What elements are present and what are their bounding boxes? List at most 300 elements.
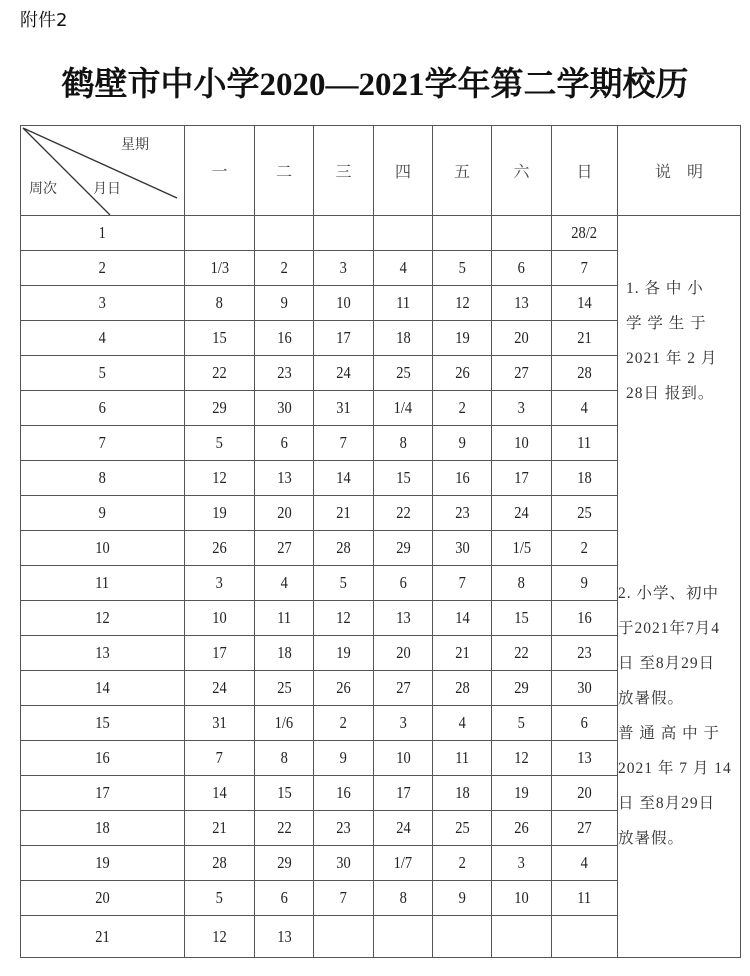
weekday-header: 三 [314, 126, 374, 216]
date-cell-text: 3 [215, 573, 224, 592]
note-line: 放暑假。 [618, 690, 685, 707]
date-cell [255, 251, 314, 286]
date-cell-text: 4 [580, 398, 589, 417]
date-cell-text: 12 [336, 608, 351, 627]
date-cell-text: 2 [458, 853, 466, 872]
date-cell-text: 22 [276, 818, 292, 837]
date-cell-text: 2 [580, 538, 589, 557]
date-cell [185, 216, 255, 251]
date-cell-text: 10 [514, 888, 529, 907]
date-cell-text: 1/7 [393, 853, 413, 872]
week-number-cell [21, 846, 185, 881]
date-cell [433, 251, 492, 286]
date-cell [255, 811, 314, 846]
date-cell [314, 846, 374, 881]
corner-weekday-label: 星期 [121, 138, 149, 153]
date-cell [185, 776, 255, 811]
week-number-cell [21, 321, 185, 356]
date-cell-text: 14 [577, 293, 592, 312]
date-cell [374, 216, 433, 251]
date-cell-text: 28 [336, 538, 351, 557]
date-cell-text: 11 [277, 608, 291, 627]
date-cell [374, 636, 433, 671]
date-cell [374, 811, 433, 846]
date-cell-text: 8 [399, 888, 407, 907]
date-cell [374, 671, 433, 706]
date-cell-text: 16 [454, 468, 470, 487]
week-number-cell [21, 811, 185, 846]
week-number-cell [21, 391, 185, 426]
date-cell-text: 18 [276, 643, 292, 662]
date-cell [314, 636, 374, 671]
date-cell-text: 10 [336, 293, 351, 312]
date-cell [185, 881, 255, 916]
date-cell [314, 216, 374, 251]
date-cell-text: 16 [276, 328, 292, 347]
date-cell-text: 1/6 [274, 713, 294, 732]
date-cell-text: 15 [276, 783, 292, 802]
date-cell [433, 566, 492, 601]
date-cell-text: 5 [215, 888, 224, 907]
date-cell [255, 916, 314, 958]
date-cell-text: 13 [276, 468, 292, 487]
date-cell-text: 20 [395, 643, 411, 662]
date-cell [255, 356, 314, 391]
date-cell-text: 15 [514, 608, 529, 627]
date-cell-text: 23 [276, 363, 292, 382]
date-cell [314, 356, 374, 391]
date-cell-text: 29 [276, 853, 292, 872]
date-cell-text: 20 [514, 328, 529, 347]
date-cell [314, 706, 374, 741]
date-cell-text: 21 [454, 643, 470, 662]
date-cell [314, 601, 374, 636]
date-cell [255, 391, 314, 426]
week-number-cell [21, 566, 185, 601]
date-cell-text: 9 [458, 888, 466, 907]
date-cell [374, 846, 433, 881]
date-cell-text: 11 [577, 888, 592, 907]
date-cell [185, 566, 255, 601]
date-cell-text: 9 [339, 748, 348, 767]
date-cell-text: 25 [577, 503, 592, 522]
date-cell-text: 2 [280, 258, 288, 277]
header-row [21, 126, 741, 216]
date-cell [433, 881, 492, 916]
date-cell [374, 776, 433, 811]
date-cell-text: 25 [454, 818, 470, 837]
date-cell-text: 23 [454, 503, 470, 522]
week-number-cell [21, 356, 185, 391]
notes-cell [618, 216, 741, 958]
date-cell [552, 671, 618, 706]
date-cell-text: 15 [212, 328, 227, 347]
date-cell [255, 881, 314, 916]
date-cell-text: 17 [212, 643, 227, 662]
week-number-cell-text: 9 [98, 503, 107, 522]
date-cell [492, 251, 552, 286]
date-cell-text: 6 [399, 573, 407, 592]
week-number-cell-text: 2 [98, 258, 107, 277]
date-cell [374, 566, 433, 601]
date-cell-text: 13 [514, 293, 529, 312]
date-cell-text: 4 [399, 258, 407, 277]
date-cell [492, 671, 552, 706]
week-number-cell-text: 11 [95, 573, 110, 592]
date-cell-text: 10 [514, 433, 529, 452]
date-cell [185, 426, 255, 461]
week-number-cell [21, 636, 185, 671]
date-cell [185, 391, 255, 426]
week-number-cell [21, 216, 185, 251]
date-cell [374, 356, 433, 391]
date-cell-text: 17 [395, 783, 411, 802]
date-cell [314, 671, 374, 706]
corner-date-label: 月日 [93, 182, 121, 197]
date-cell [552, 566, 618, 601]
date-cell [492, 811, 552, 846]
date-cell-text: 25 [276, 678, 292, 697]
week-number-cell [21, 531, 185, 566]
date-cell [433, 426, 492, 461]
date-cell [255, 531, 314, 566]
date-cell-text: 11 [577, 433, 592, 452]
date-cell-text: 9 [580, 573, 589, 592]
date-cell [552, 391, 618, 426]
date-cell-text: 17 [514, 468, 529, 487]
date-cell [374, 321, 433, 356]
week-number-cell-text: 4 [98, 328, 107, 347]
date-cell [552, 916, 618, 958]
date-cell [255, 706, 314, 741]
date-cell [314, 881, 374, 916]
date-cell-text: 9 [280, 293, 288, 312]
date-cell-text: 3 [339, 258, 348, 277]
date-cell-text: 27 [276, 538, 292, 557]
note-1 [626, 271, 717, 411]
date-cell-text: 6 [580, 713, 589, 732]
week-number-cell [21, 286, 185, 321]
date-cell-text: 8 [517, 573, 526, 592]
date-cell-text: 29 [514, 678, 529, 697]
date-cell-text: 27 [395, 678, 411, 697]
notes-header: 说 明 [618, 126, 741, 216]
date-cell-text: 2 [339, 713, 348, 732]
date-cell-text: 11 [396, 293, 410, 312]
date-cell [374, 741, 433, 776]
date-cell [255, 286, 314, 321]
date-cell [255, 426, 314, 461]
date-cell [185, 321, 255, 356]
week-number-cell [21, 461, 185, 496]
note-line: 于2021年7月4 [618, 620, 721, 637]
date-cell-text: 3 [399, 713, 407, 732]
week-number-cell-text: 16 [95, 748, 110, 767]
note-line: 1. 各 中 小 [626, 280, 704, 297]
date-cell [314, 321, 374, 356]
weekday-header: 日 [552, 126, 618, 216]
date-cell [492, 286, 552, 321]
week-number-cell [21, 251, 185, 286]
date-cell [185, 846, 255, 881]
note-line: 放暑假。 [618, 830, 685, 847]
date-cell-text: 22 [514, 643, 529, 662]
date-cell [433, 916, 492, 958]
date-cell-text: 26 [336, 678, 351, 697]
date-cell [492, 636, 552, 671]
date-cell [314, 566, 374, 601]
date-cell-text: 12 [514, 748, 529, 767]
date-cell-text: 21 [336, 503, 351, 522]
date-cell [433, 461, 492, 496]
week-number-cell-text: 12 [95, 608, 110, 627]
date-cell [552, 496, 618, 531]
date-cell-text: 24 [336, 363, 351, 382]
note-line: 2021 年 2 月 [626, 350, 718, 367]
date-cell-text: 13 [577, 748, 592, 767]
date-cell [433, 321, 492, 356]
date-cell-text: 14 [454, 608, 470, 627]
date-cell [552, 846, 618, 881]
date-cell-text: 6 [280, 433, 288, 452]
date-cell-text: 23 [577, 643, 592, 662]
date-cell [492, 741, 552, 776]
date-cell [374, 286, 433, 321]
date-cell [255, 636, 314, 671]
date-cell-text: 30 [336, 853, 351, 872]
week-number-cell [21, 706, 185, 741]
week-number-cell [21, 496, 185, 531]
date-cell [492, 601, 552, 636]
document-title: 鹤壁市中小学2020—2021学年第二学期校历 [61, 67, 689, 103]
date-cell [314, 251, 374, 286]
date-cell [552, 601, 618, 636]
week-number-cell-text: 19 [95, 853, 110, 872]
date-cell [492, 391, 552, 426]
note-line: 2. 小学、初中 [618, 585, 720, 602]
date-cell [552, 811, 618, 846]
date-cell [185, 811, 255, 846]
date-cell [185, 601, 255, 636]
date-cell [314, 461, 374, 496]
date-cell [552, 741, 618, 776]
date-cell-text: 6 [517, 258, 526, 277]
date-cell-text: 28/2 [571, 223, 598, 242]
week-number-cell [21, 426, 185, 461]
date-cell-text: 7 [580, 258, 589, 277]
date-cell-text: 12 [454, 293, 470, 312]
date-cell [314, 531, 374, 566]
date-cell [552, 426, 618, 461]
date-cell [185, 286, 255, 321]
date-cell [492, 846, 552, 881]
date-cell-text: 20 [577, 783, 592, 802]
date-cell [552, 881, 618, 916]
date-cell-text: 28 [454, 678, 470, 697]
date-cell [255, 461, 314, 496]
date-cell-text: 26 [212, 538, 227, 557]
date-cell-text: 13 [395, 608, 411, 627]
date-cell [185, 636, 255, 671]
date-cell-text: 18 [577, 468, 592, 487]
date-cell [185, 251, 255, 286]
date-cell-text: 27 [577, 818, 592, 837]
date-cell [185, 496, 255, 531]
date-cell-text: 8 [280, 748, 288, 767]
date-cell [552, 776, 618, 811]
table-row [21, 216, 741, 251]
date-cell [492, 916, 552, 958]
date-cell-text: 16 [577, 608, 592, 627]
week-number-cell-text: 20 [95, 888, 110, 907]
date-cell [552, 321, 618, 356]
date-cell [255, 741, 314, 776]
week-number-cell-text: 13 [95, 643, 110, 662]
date-cell-text: 3 [517, 853, 526, 872]
date-cell [433, 636, 492, 671]
date-cell [314, 496, 374, 531]
note-line: 28日 报到。 [626, 385, 715, 402]
date-cell-text: 18 [454, 783, 470, 802]
date-cell [255, 776, 314, 811]
date-cell [255, 321, 314, 356]
date-cell [374, 706, 433, 741]
week-number-cell-text: 14 [95, 678, 110, 697]
date-cell [255, 671, 314, 706]
date-cell-text: 12 [212, 468, 227, 487]
date-cell [433, 671, 492, 706]
date-cell-text: 24 [514, 503, 529, 522]
week-number-cell [21, 741, 185, 776]
date-cell-text: 17 [336, 328, 351, 347]
date-cell-text: 9 [458, 433, 466, 452]
date-cell [433, 531, 492, 566]
date-cell [492, 426, 552, 461]
date-cell [255, 601, 314, 636]
date-cell [185, 356, 255, 391]
date-cell-text: 19 [514, 783, 529, 802]
date-cell [433, 706, 492, 741]
date-cell-text: 13 [276, 926, 292, 946]
date-cell [492, 461, 552, 496]
week-number-cell-text: 21 [95, 926, 110, 946]
date-cell-text: 31 [336, 398, 351, 417]
date-cell [314, 916, 374, 958]
note-line: 2021 年 7 月 14 [618, 760, 732, 777]
date-cell [552, 706, 618, 741]
date-cell-text: 22 [395, 503, 411, 522]
week-number-cell-text: 6 [98, 398, 107, 417]
weekday-header: 五 [433, 126, 492, 216]
date-cell [185, 461, 255, 496]
date-cell [374, 531, 433, 566]
date-cell-text: 8 [399, 433, 407, 452]
date-cell [552, 356, 618, 391]
note-line: 日 至8月29日 [618, 655, 716, 672]
date-cell-text: 8 [215, 293, 224, 312]
date-cell-text: 30 [276, 398, 292, 417]
week-number-cell-text: 7 [98, 433, 107, 452]
date-cell-text: 27 [514, 363, 529, 382]
date-cell-text: 4 [580, 853, 589, 872]
corner-week-label: 周次 [29, 182, 57, 197]
date-cell [374, 601, 433, 636]
date-cell-text: 7 [339, 888, 348, 907]
date-cell [552, 286, 618, 321]
date-cell [552, 461, 618, 496]
date-cell-text: 7 [215, 748, 224, 767]
date-cell-text: 5 [339, 573, 348, 592]
date-cell-text: 28 [212, 853, 227, 872]
date-cell-text: 10 [212, 608, 227, 627]
date-cell-text: 24 [212, 678, 227, 697]
weekday-header: 一 [185, 126, 255, 216]
date-cell-text: 26 [454, 363, 470, 382]
note-line: 日 至8月29日 [618, 795, 716, 812]
date-cell-text: 21 [212, 818, 227, 837]
date-cell [185, 741, 255, 776]
week-number-cell-text: 15 [95, 713, 110, 732]
date-cell-text: 5 [215, 433, 224, 452]
date-cell-text: 2 [458, 398, 466, 417]
week-number-cell [21, 916, 185, 958]
date-cell-text: 30 [454, 538, 470, 557]
week-number-cell-text: 8 [98, 468, 107, 487]
date-cell-text: 20 [276, 503, 292, 522]
date-cell-text: 11 [455, 748, 469, 767]
date-cell-text: 12 [212, 926, 227, 946]
date-cell-text: 10 [395, 748, 411, 767]
date-cell-text: 30 [577, 678, 592, 697]
date-cell-text: 16 [336, 783, 351, 802]
date-cell [185, 531, 255, 566]
date-cell [185, 706, 255, 741]
date-cell-text: 28 [577, 363, 592, 382]
date-cell [552, 251, 618, 286]
date-cell [433, 776, 492, 811]
week-number-cell [21, 601, 185, 636]
note-2 [618, 576, 732, 856]
date-cell [255, 216, 314, 251]
date-cell [374, 426, 433, 461]
date-cell [492, 776, 552, 811]
date-cell-text: 5 [458, 258, 466, 277]
date-cell-text: 19 [454, 328, 470, 347]
week-number-cell [21, 776, 185, 811]
date-cell [314, 776, 374, 811]
date-cell-text: 7 [339, 433, 348, 452]
date-cell [255, 496, 314, 531]
date-cell [433, 391, 492, 426]
date-cell [433, 216, 492, 251]
week-number-cell [21, 671, 185, 706]
date-cell-text: 1/3 [210, 258, 229, 277]
date-cell [185, 916, 255, 958]
date-cell-text: 21 [577, 328, 592, 347]
date-cell [433, 356, 492, 391]
date-cell [492, 531, 552, 566]
date-cell [255, 566, 314, 601]
date-cell [433, 286, 492, 321]
week-number-cell-text: 3 [98, 293, 107, 312]
date-cell-text: 29 [212, 398, 227, 417]
date-cell [374, 461, 433, 496]
date-cell-text: 5 [517, 713, 526, 732]
date-cell-text: 23 [336, 818, 351, 837]
date-cell [374, 391, 433, 426]
date-cell [374, 251, 433, 286]
date-cell-text: 26 [514, 818, 529, 837]
